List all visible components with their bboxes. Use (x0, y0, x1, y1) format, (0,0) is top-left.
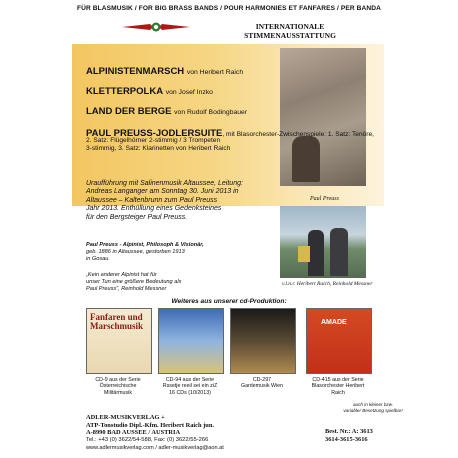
premiere-text (86, 180, 286, 222)
bio-line3: in Gosau. (86, 255, 110, 262)
cd-caption-3 (225, 377, 299, 390)
cd-caption-line: 16 CDs (10/2013) (169, 389, 211, 396)
cd-cover-3 (230, 308, 296, 374)
quote-line3: Paul Preuss", Reinhold Messner (86, 285, 167, 292)
work-composer: von Heribert Raich (186, 69, 244, 76)
climber-figure (292, 136, 320, 182)
quote-line1: „Kein anderer Alpinist hat für (86, 272, 157, 278)
lake-photo (280, 206, 366, 278)
cd-caption-1 (81, 377, 155, 396)
cd-cover-4 (306, 308, 372, 374)
work-name: KLETTERPOLKA (86, 86, 164, 97)
cd-cover-2 (158, 308, 224, 374)
cd-caption-2 (153, 377, 227, 396)
cd-caption-line: Blasorchester Heribert (311, 383, 365, 390)
work-title-1 (86, 66, 243, 77)
cd-caption-line: CD-415 aus der Serie (312, 377, 364, 383)
bio-line1: Paul Preuss - Alpinist, Philosoph & Visionär, (86, 242, 204, 248)
cd-caption-line: Rssetje reeil sei ein ziZ (162, 383, 218, 390)
cd-caption-line: CD-94 aus der Serie (165, 377, 215, 383)
premiere-line2: Andreas Langanger am Sonntag 30. Juni 2013 in (86, 188, 239, 196)
work-composer: von Rudolf Bodingbauer (174, 109, 248, 116)
eagle-logo-icon (120, 20, 192, 32)
bio-line2: geb. 1886 in Altaussee, gestorben 1913 (86, 248, 185, 255)
suite-line2: 2. Satz: Flügelhörner 2-stimmig / 3 Trompeten (86, 137, 221, 144)
work-name: ALPINISTENMARSCH (86, 66, 185, 77)
note-line1: auch in kleiner bzw. (352, 402, 394, 407)
bio-text (86, 242, 256, 262)
suite-intro: , mit Blasorchester-Zwischenspiele: 1. Satz: Tenöre, (222, 131, 374, 138)
cd-caption-line: Militärmusik (104, 389, 132, 396)
quote-text (86, 272, 236, 292)
top-bar (0, 0, 458, 18)
intl-line1: INTERNATIONALE (255, 22, 325, 31)
premiere-line5: für den Bergsteiger Paul Preuss. (86, 213, 188, 221)
cd-caption-4 (301, 377, 375, 396)
note-line2: variabler Besetzung spielbar! (343, 407, 403, 413)
more-productions-heading: Weiteres aus unserer cd-Produktion: (171, 298, 287, 305)
cd-caption-line: CD-9 aus der Serie (95, 377, 141, 383)
premiere-line4: Jahr 2013. Enthüllung eines Gedenksteines (86, 205, 222, 213)
order-label: Best. Nr.: A: 3613 (325, 428, 373, 435)
suite-line3: 3-stimmig, 3. Satz: Klarinetten von Heribert Raich (86, 145, 231, 153)
quote-line2: unser Tun eine größere Bedeutung als (86, 278, 182, 285)
work-name: LAND DER BERGE (86, 106, 172, 117)
ensemble-note (318, 402, 428, 413)
cd-cover-title: AMADE (321, 319, 347, 326)
intl-line2: STIMMENAUSSTATTUNG (244, 31, 336, 40)
languages-line: FÜR BLASMUSIK / FOR BIG BRASS BANDS / POUR HARMONIES ET FANFARES / PER BANDA (77, 5, 381, 12)
publisher-line2: ATP-Tonstudio Dipl.-Kfm. Heribert Raich jun. (86, 421, 214, 429)
rock-photo (280, 48, 366, 186)
publisher-block (86, 414, 214, 444)
cd-cover-1 (86, 308, 152, 374)
work-title-2 (86, 86, 213, 97)
plaque (298, 246, 310, 262)
premiere-line1: Uraufführung mit Salinenmusik Altaussee, Leitung: (86, 180, 243, 187)
person-figure (308, 230, 324, 276)
order-nums: 3614-3615-3616 (325, 435, 368, 443)
international-heading (230, 22, 350, 40)
publisher-line3: A-8990 BAD AUSSEE / AUSTRIA (86, 429, 181, 437)
work-composer: von Josef Inzko (165, 89, 213, 96)
cd-caption-line: Gardemusik Wien (240, 383, 284, 390)
suite-details (86, 137, 286, 153)
suite-title: PAUL PREUSS-JODLERSUITE (86, 128, 223, 139)
person-figure (330, 228, 348, 276)
cd-caption-line: Österreichische (99, 383, 137, 390)
cd-caption-line: Raich (331, 389, 345, 396)
publisher-phone: Tel.: +43 (0) 3622/54-588, Fax: (0) 3622/55-266 (86, 436, 209, 443)
publisher-web-link[interactable]: www.adlermusikverlag.com / adler-musikverlag@aon.at (86, 445, 224, 451)
rock-photo-caption: Paul Preuss (310, 196, 339, 202)
cd-cover-title: Fanfaren und Marschmusik (90, 312, 144, 331)
premiere-line3: Altaussee – Kaltenbrunn zum Paul Preuss (86, 196, 218, 204)
work-title-3 (86, 106, 247, 117)
publisher-name: ADLER-MUSIKVERLAG + (86, 414, 165, 421)
lake-photo-caption: v.l.n.r. Heribert Raich, Reinhold Messner (282, 281, 373, 287)
cd-caption-line: CD-297 (252, 377, 272, 383)
order-number (325, 428, 373, 443)
